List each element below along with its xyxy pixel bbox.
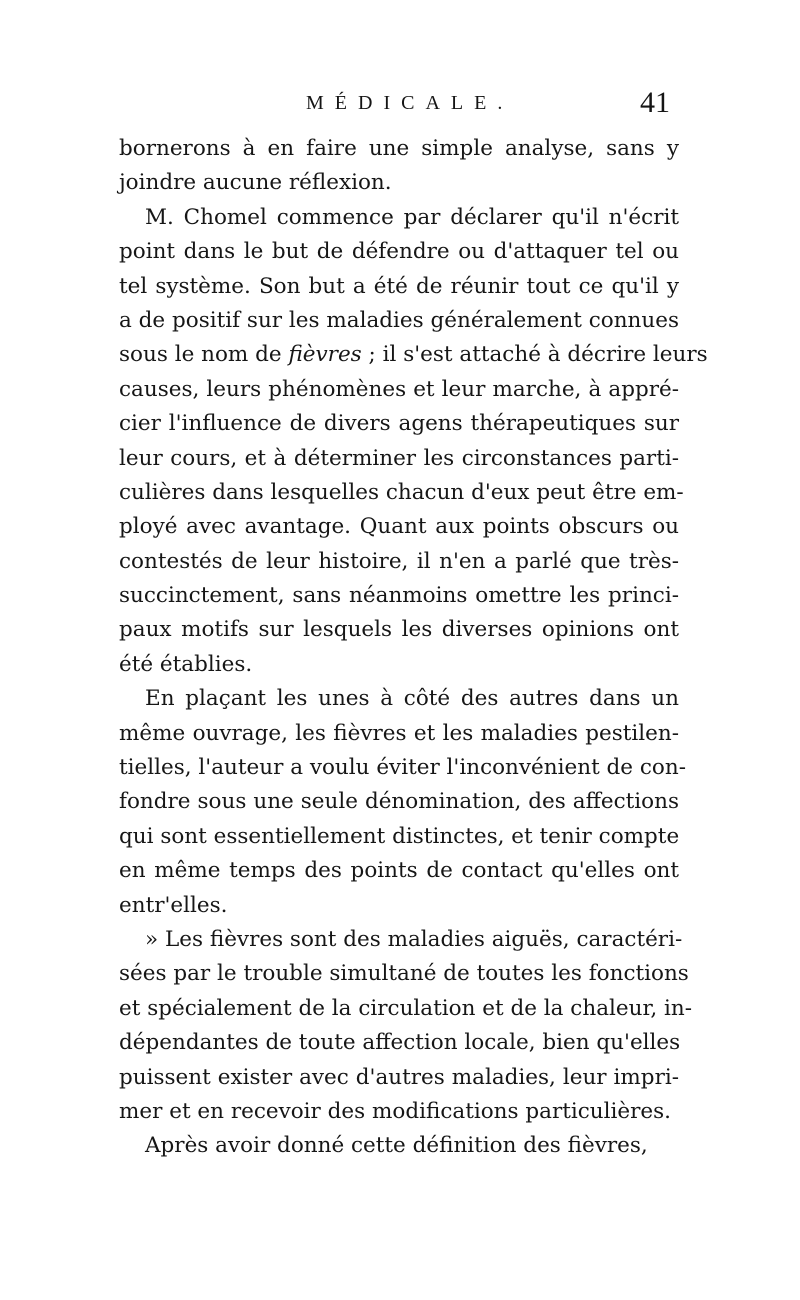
text-line: Après avoir donné cette définition des fièvres, [145,1133,648,1159]
paragraph [119,132,679,201]
text-line: même ouvrage, les fièvres et les maladies pestilen- [119,720,679,746]
text-line: tielles, l'auteur a voulu éviter l'inconvénient de con- [119,755,686,781]
text-line: entr'elles. [119,892,228,918]
text-line: succinctement, sans néanmoins omettre les princi- [119,583,679,609]
text-line: dépendantes de toute affection locale, bien qu'elles [119,1030,681,1056]
text-line: ployé avec avantage. Quant aux points obscurs ou [119,514,679,540]
text-line: tel système. Son but a été de réunir tout ce qu'il y [119,273,679,299]
text-line: a de positif sur les maladies généralement connues [119,307,679,333]
text-line: puissent exister avec d'autres maladies, leur impri- [119,1064,679,1090]
text-line: bornerons à en faire une simple analyse, sans y [119,136,679,161]
paragraph [119,682,686,923]
text-line: qui sont essentiellement distinctes, et tenir compte [119,823,680,849]
text-line: sées par le trouble simultané de toutes les fonctions [119,961,689,987]
page-number: 41 [640,86,670,119]
text-line: sous le nom de fièvres ; il s'est attaché à décrire leurs [119,342,708,368]
text-line: fondre sous une seule dénomination, des affections [119,789,679,815]
paragraph [119,201,708,682]
paragraph [119,1129,679,1163]
text-line: culières dans lesquelles chacun d'eux peut être em- [119,479,684,505]
text-line: contestés de leur histoire, il n'en a parlé que très- [119,548,679,574]
text-line: point dans le but de défendre ou d'attaquer tel ou [119,239,679,265]
text-line: et spécialement de la circulation et de la chaleur, in- [119,995,693,1021]
text-line: été établies. [119,651,253,677]
text-line: M. Chomel commence par déclarer qu'il n'écrit [145,204,679,230]
text-line: causes, leurs phénomènes et leur marche, à appré- [119,376,679,402]
text-line: mer et en recevoir des modifications particulières. [119,1098,671,1124]
running-head-title: MÉDICALE. [306,92,514,114]
body-text [119,132,708,1164]
text-line: En plaçant les unes à côté des autres dans un [145,686,679,712]
text-line: paux motifs sur lesquels les diverses opinions ont [119,617,679,643]
paragraph [119,923,693,1129]
text-line: en même temps des points de contact qu'elles ont [119,858,679,884]
text-line: joindre aucune réflexion. [119,170,392,196]
running-head [0,86,800,122]
text-line: cier l'influence de divers agens thérapeutiques sur [119,411,679,437]
text-line: » Les fièvres sont des maladies aiguës, caractéri- [145,926,683,952]
text-line: leur cours, et à déterminer les circonstances parti- [119,445,679,471]
